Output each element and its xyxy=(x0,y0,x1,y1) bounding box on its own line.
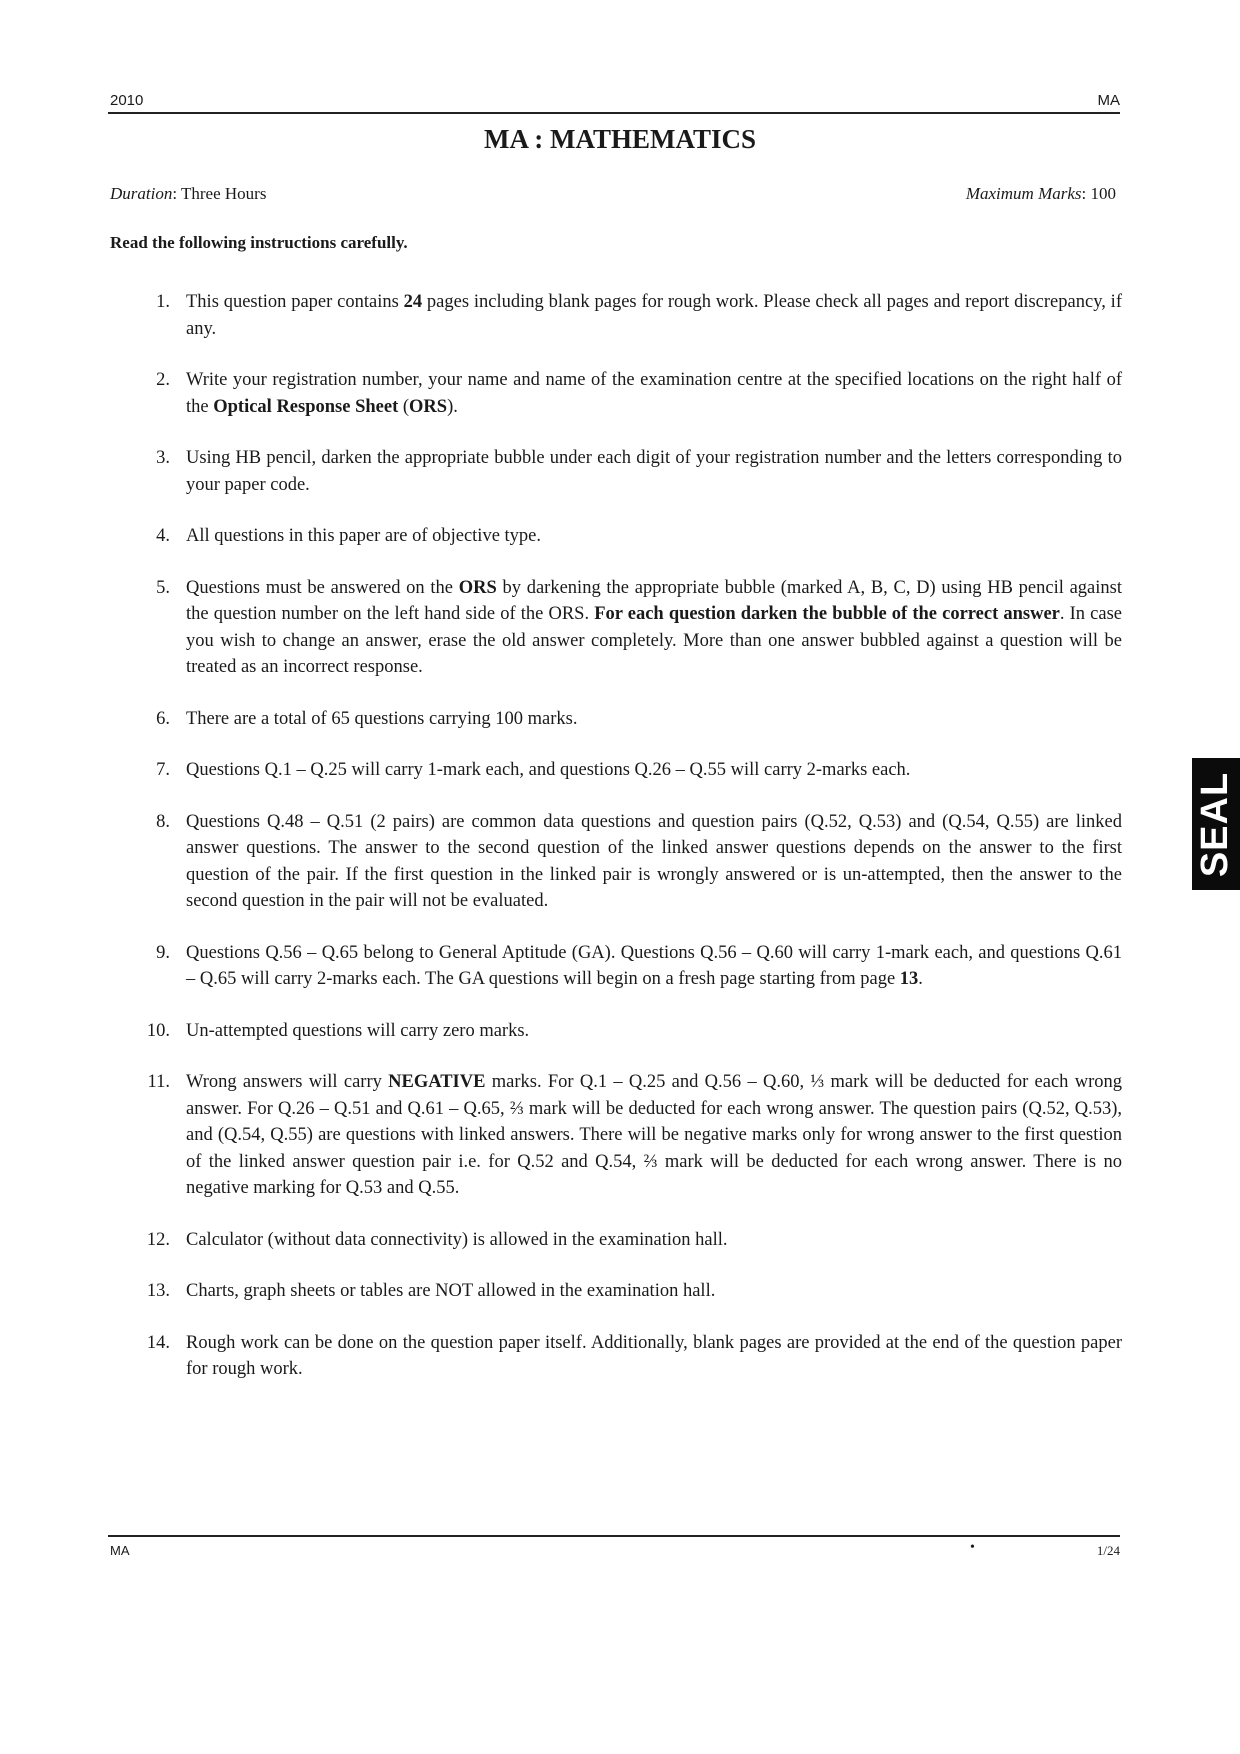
instruction-text-bold: ORS xyxy=(458,577,497,598)
instruction-item xyxy=(140,706,1122,733)
instruction-item xyxy=(140,575,1122,681)
instruction-number: 12. xyxy=(146,1229,170,1250)
footer-page-number: 1/24 xyxy=(1096,1543,1120,1558)
instruction-number: 5. xyxy=(156,577,170,598)
header-paper-code: MA xyxy=(1097,92,1120,109)
instruction-text: Questions must be answered on the xyxy=(186,577,459,598)
instruction-text: There are a total of 65 questions carrying 100 marks. xyxy=(186,708,578,729)
seal-tab xyxy=(1192,758,1240,890)
instruction-text: ( xyxy=(398,396,410,417)
duration-value: Three Hours xyxy=(181,184,267,203)
instruction-item xyxy=(140,757,1122,784)
instruction-text-bold: NEGATIVE xyxy=(388,1072,486,1092)
page-title: MA : MATHEMATICS xyxy=(484,124,756,154)
instruction-number: 11. xyxy=(147,1072,170,1092)
instruction-text: Wrong answers will carry xyxy=(186,1072,389,1092)
instruction-text: Rough work can be done on the question paper itself. Additionally, blank pages are provided at the end of the question paper for rough work. xyxy=(186,1332,1122,1379)
instruction-number: 2. xyxy=(156,370,170,390)
instructions-heading: Read the following instructions carefully. xyxy=(110,233,408,252)
instruction-item xyxy=(140,445,1122,498)
instruction-text: Calculator (without data connectivity) is allowed in the examination hall. xyxy=(186,1229,728,1250)
instruction-text: by darkening the appropriate bubble (marked A, B, C, D) using HB pencil against the question number on the left hand side of the ORS. xyxy=(186,577,1122,624)
instruction-number: 10. xyxy=(146,1020,170,1041)
instruction-item xyxy=(140,1227,1122,1254)
instruction-number: 6. xyxy=(156,708,170,729)
duration-label: Duration xyxy=(110,184,173,203)
maximum-marks: Maximum Marks: 100 xyxy=(965,184,1116,203)
instruction-text-bold: 13 xyxy=(899,969,919,989)
instruction-item xyxy=(140,367,1122,420)
instruction-text: All questions in this paper are of objective type. xyxy=(186,526,542,546)
instruction-item xyxy=(140,809,1122,915)
instruction-text: Charts, graph sheets or tables are NOT allowed in the examination hall. xyxy=(186,1281,716,1301)
instruction-text: Questions Q.48 – Q.51 (2 pairs) are common data questions and question pairs (Q.52, Q.53) and (Q.54, Q.55) are linked answer questions. The answer to the second question of the linked answer questions depends on the answer to the first question of the pair. If the first question in the linked pair is wrongly answered or is un-attempted, then the answer to the second question in the pair will not be evaluated. xyxy=(186,811,1122,911)
instruction-item xyxy=(140,289,1122,342)
instruction-text-bold: ORS xyxy=(409,396,448,417)
instruction-number: 7. xyxy=(156,760,170,780)
instruction-number: 8. xyxy=(156,811,170,832)
instruction-text: Write your registration number, your name and name of the examination centre at the specified locations on the right half of the xyxy=(186,370,1122,417)
footer-mark: • xyxy=(970,1540,975,1555)
instructions-list xyxy=(140,289,1122,1408)
instruction-text-bold: 24 xyxy=(403,292,423,312)
instruction-text: Using HB pencil, darken the appropriate bubble under each digit of your registration number and the letters corresponding to your paper code. xyxy=(186,448,1122,495)
instruction-number: 1. xyxy=(156,292,170,312)
instruction-text: pages including blank pages for rough work. Please check all pages and report discrepancy, if any. xyxy=(186,292,1122,339)
instruction-text: Questions Q.1 – Q.25 will carry 1-mark each, and questions Q.26 – Q.55 will carry 2-marks each. xyxy=(186,760,911,780)
header-year: 2010 xyxy=(110,92,144,109)
instruction-text: Questions Q.56 – Q.65 belong to General Aptitude (GA). Questions Q.56 – Q.60 will carry 1-mark each, and questions Q.61 – Q.65 will carry 2-marks each. The GA questions will begin on a fresh page starting from page xyxy=(186,942,1122,989)
instruction-item xyxy=(140,1069,1122,1202)
instruction-number: 9. xyxy=(156,942,170,963)
instruction-item xyxy=(140,940,1122,993)
instruction-number: 14. xyxy=(146,1332,170,1353)
instruction-item xyxy=(140,523,1122,550)
instruction-item xyxy=(140,1330,1122,1383)
instruction-number: 13. xyxy=(146,1281,170,1301)
footer-paper-code: MA xyxy=(110,1543,130,1558)
instruction-text: . In case you wish to change an answer, erase the old answer completely. More than one answer bubbled against a question will be treated as an incorrect response. xyxy=(186,604,1122,677)
header-rule xyxy=(108,112,1120,114)
maximum-marks-value: 100 xyxy=(1090,184,1116,203)
instruction-text-bold: Optical Response Sheet xyxy=(213,396,399,417)
footer-rule xyxy=(108,1535,1120,1537)
instruction-number: 3. xyxy=(156,448,170,468)
maximum-marks-label: Maximum Marks xyxy=(965,184,1082,203)
seal-tab-text: SEAL xyxy=(1194,771,1237,877)
instruction-text: This question paper contains xyxy=(186,292,404,312)
instruction-item xyxy=(140,1278,1122,1305)
instruction-text: marks. For Q.1 – Q.25 and Q.56 – Q.60, ⅓ mark will be deducted for each wrong answer. For Q.26 – Q.51 and Q.61 – Q.65, ⅔ mark will be deducted for each wrong answer. The question pairs (Q.52, Q.53), and (Q.54, Q.55) are questions with linked answers. There will be negative marks only for wrong answer to the first question of the linked answer question pair i.e. for Q.52 and Q.54, ⅔ mark will be deducted for each wrong answer. There is no negative marking for Q.53 and Q.55. xyxy=(186,1072,1122,1198)
instruction-text-bold: For each question darken the bubble of the correct answer xyxy=(594,604,1060,624)
instruction-text: . xyxy=(918,969,923,989)
instruction-number: 4. xyxy=(156,526,170,546)
duration: Duration: Three Hours xyxy=(110,184,267,203)
instruction-item xyxy=(140,1018,1122,1045)
instruction-text: ). xyxy=(447,396,458,417)
instruction-text: Un-attempted questions will carry zero marks. xyxy=(186,1020,530,1041)
